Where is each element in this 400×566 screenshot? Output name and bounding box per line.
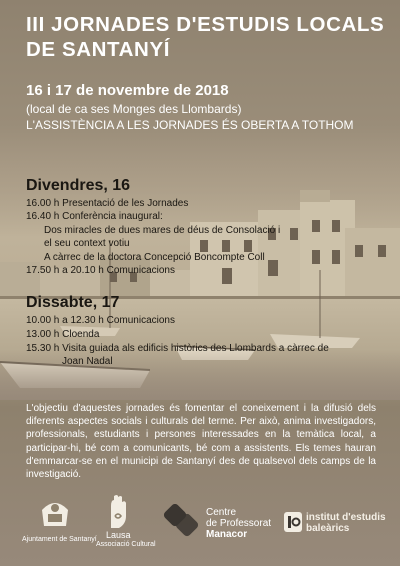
- ajuntament-crest-icon: [38, 498, 72, 530]
- sponsor-logos: [0, 490, 400, 566]
- ieb-line-2: baleàrics: [306, 523, 350, 534]
- schedule-item: 10.00 h a 12.30 h Comunicacions: [26, 315, 175, 326]
- schedule-item: 17.50 h a 20.10 h Comunicacions: [26, 265, 175, 276]
- lausa-subtitle: Associació Cultural: [96, 541, 156, 548]
- ajuntament-label: Ajuntament de Santanyí: [22, 536, 97, 543]
- title-line-1: III JORNADES D'ESTUDIS LOCALS: [26, 13, 385, 36]
- schedule-item: 16.40 h Conferència inaugural:: [26, 211, 163, 222]
- poster-title: [26, 12, 386, 62]
- lausa-name: Lausa: [106, 530, 131, 540]
- title-line-2: DE SANTANYÍ: [26, 38, 171, 61]
- cep-logo-icon: [160, 504, 202, 538]
- cep-line-1: Centre: [206, 507, 237, 518]
- event-venue: (local de ca ses Monges des Llombards): [26, 102, 242, 116]
- lecture-title: el seu context votiu: [44, 238, 130, 249]
- open-attendance-notice: L'ASSISTÈNCIA A LES JORNADES ÉS OBERTA A TOTHOM: [26, 118, 354, 132]
- day-heading-friday: Divendres, 16: [26, 177, 131, 194]
- schedule-item: 13.00 h Cloenda: [26, 329, 100, 340]
- day-heading-saturday: Dissabte, 17: [26, 294, 120, 311]
- description-paragraph: L'objectiu d'aquestes jornades és fomentar el coneixement i la difusió dels diferents aspectes socials i culturals del terme. Per això, anima investigadors, professionals, estudiants i persones interessades en la temàtica local, a participar-hi, bé com a comunicants, bé com a assistents. Els temes hauran d'emmarcar-se en el municipi de Santanyí des de qualsevol dels camps de la investigació.: [26, 403, 376, 481]
- lausa-hand-icon: [105, 494, 131, 528]
- ieb-line-1: institut d'estudis: [306, 512, 386, 523]
- event-dates: 16 i 17 de novembre de 2018: [26, 82, 229, 99]
- schedule-item: Joan Nadal: [62, 356, 113, 367]
- cep-line-2: de Professorat: [206, 518, 272, 529]
- schedule-item: 16.00 h Presentació de les Jornades: [26, 198, 189, 209]
- schedule-item: 15.30 h Visita guiada als edificis històrics des Llombards a càrrec de: [26, 343, 329, 354]
- lecture-title: Dos miracles de dues mares de déus de Consolació i: [44, 225, 281, 236]
- cep-line-3: Manacor: [206, 529, 248, 540]
- ieb-logo-icon: [284, 512, 302, 532]
- lecture-speaker: A càrrec de la doctora Concepció Boncompte Coll: [44, 252, 265, 263]
